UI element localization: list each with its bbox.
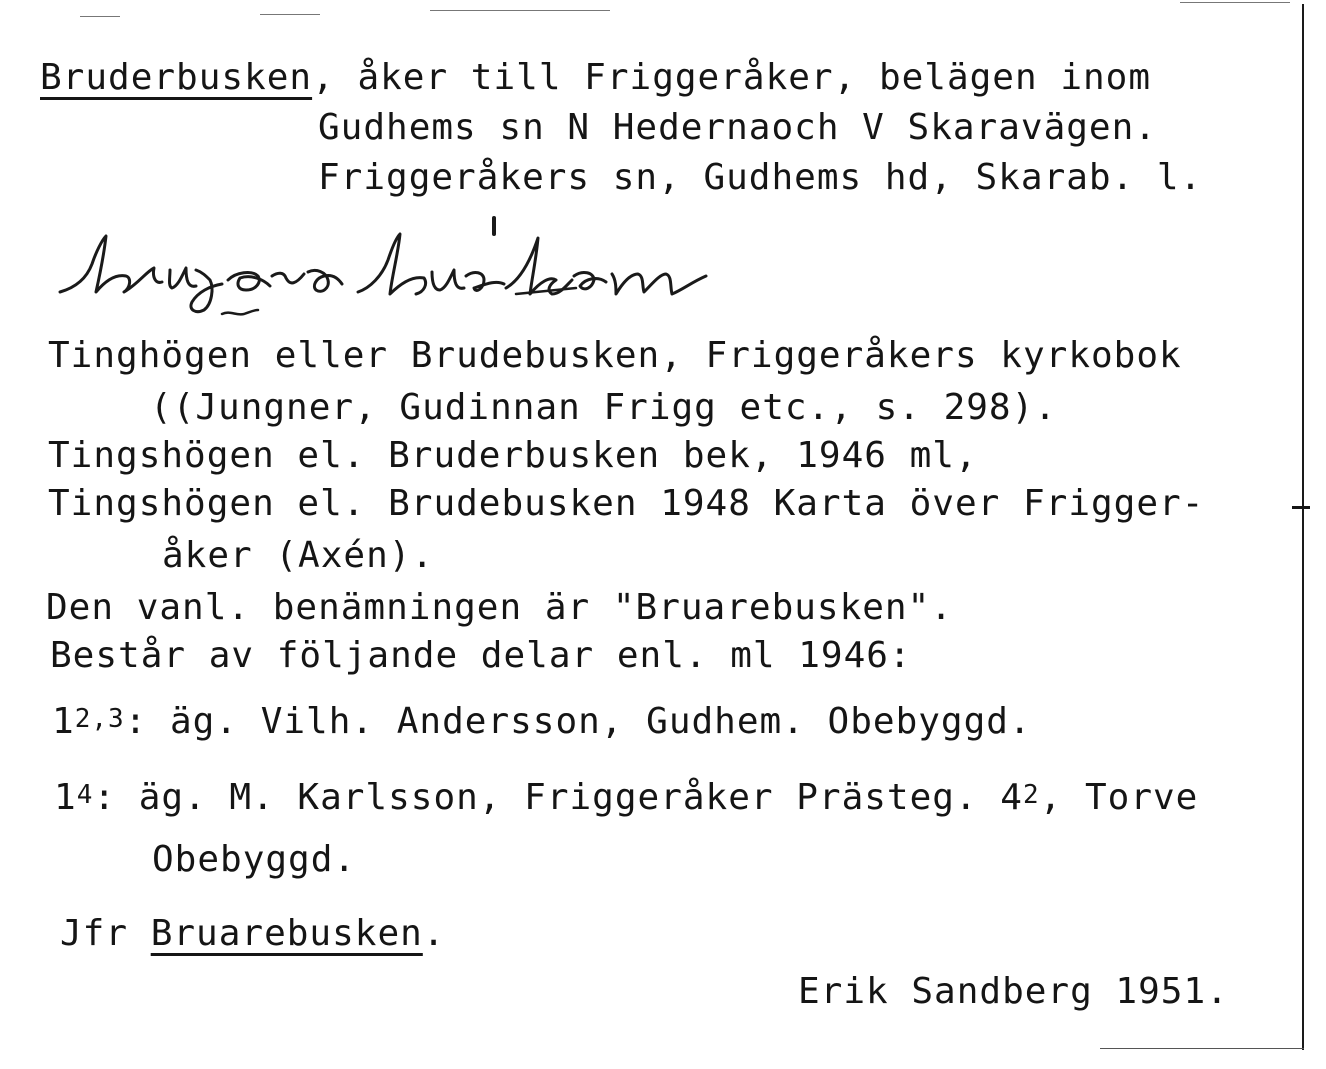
source-2: Tingshögen el. Bruderbusken bek, 1946 ml, [48,435,978,476]
scan-speck [80,16,120,17]
cross-reference-line [60,914,445,954]
source-3-line-2: åker (Axén). [162,535,435,576]
part-1-sup: 2,3 [74,704,125,734]
handwritten-pronunciation [46,214,726,334]
heading-word: Bruderbusken [40,57,313,98]
parts-intro-line: Består av följande delar enl. ml 1946: [50,635,912,676]
part-2-line-2: Obebyggd. [152,839,357,880]
cross-ref-end: . [422,913,446,954]
scan-speck [430,10,610,11]
location-line-1: Gudhems sn N Hedernaoch V Skaravägen. [318,107,1157,148]
source-1-line-1: Tinghögen eller Brudebusken, Friggeråkers kyrkobok [48,335,1182,376]
part-1-text: : äg. Vilh. Andersson, Gudhem. Obebyggd. [124,701,1032,742]
part-2-number: 1 [54,777,77,818]
scan-speck [1180,2,1290,3]
source-1-line-2: ((Jungner, Gudinnan Frigg etc., s. 298). [150,387,1057,428]
location-line-2: Friggeråkers sn, Gudhems hd, Skarab. l. [318,157,1203,198]
source-3-line-1: Tingshögen el. Brudebusken 1948 Karta över Frigger- [48,483,1205,524]
card-right-edge [1302,4,1304,1050]
part-1-number: 1 [52,701,75,742]
scan-speck [260,14,320,15]
part-2-line [54,778,1198,821]
part-2-sup-2: 2 [1022,780,1040,810]
heading-rest: , åker till Friggeråker, belägen inom [312,57,1152,98]
part-2-text-after: , Torve [1039,777,1199,818]
heading-line [40,58,1151,98]
part-2-sup: 4 [76,780,94,810]
hyphen-mark [1292,506,1310,509]
usual-name-line: Den vanl. benämningen är "Bruarebusken". [46,587,953,628]
card-bottom-edge [1100,1048,1304,1049]
cross-ref-label: Jfr [60,913,151,954]
cross-ref-word: Bruarebusken [150,913,423,954]
part-1-line [52,702,1032,745]
part-2-text-before: : äg. M. Karlsson, Friggeråker Prästeg. 4 [93,777,1023,818]
signature-line: Erik Sandberg 1951. [798,971,1229,1012]
